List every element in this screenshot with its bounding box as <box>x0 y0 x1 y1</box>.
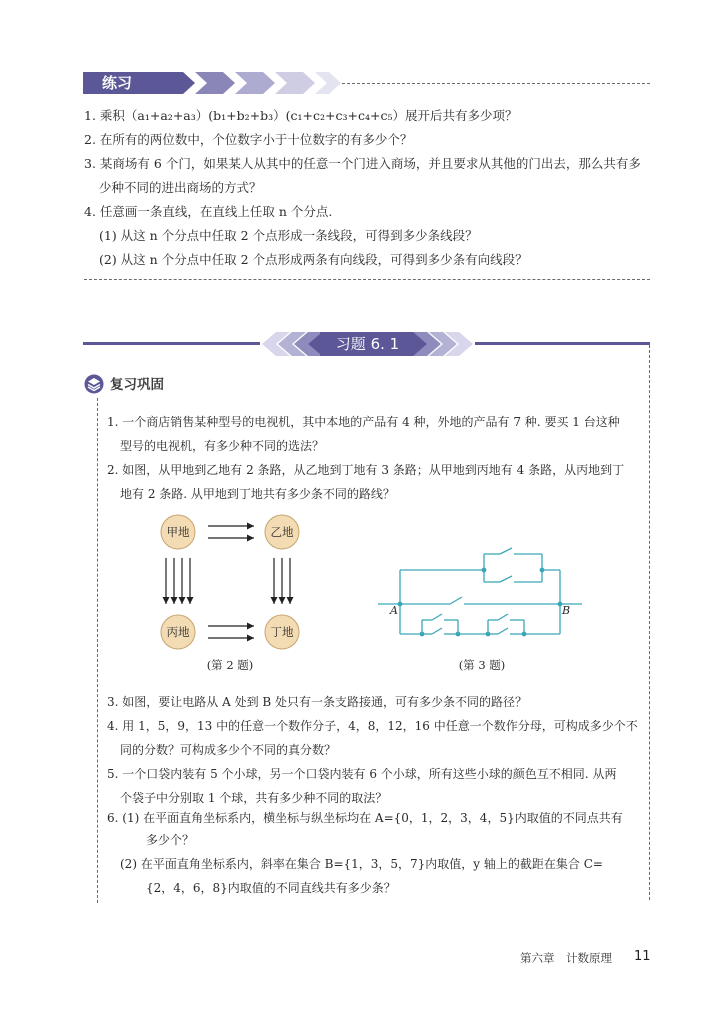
exercise-title: 习题 6. 1 <box>335 335 400 353</box>
exercise-item-6-2-cont: {2，4，6，8}内取值的不同直线共有多少条？ <box>146 881 396 895</box>
practice-item-3: 3. 某商场有 6 个门，如果某人从其中的任意一个门进入商场，并且要求从其他的门出去，那么共有多 <box>84 156 641 171</box>
exercise-item-5-cont: 个袋子中分别取 1 个球，共有多少种不同的取法？ <box>120 791 388 805</box>
exercise-item-4: 4. 用 1，5，9，13 中的任意一个数作分子，4，8，12，16 中任意一个数作分母，可构成多少个不 <box>107 719 638 733</box>
exercise-right-border <box>649 345 650 900</box>
practice-item-4-1: (1) 从这 n 个分点中任取 2 个点形成一条线段，可得到多少条线段？ <box>99 228 478 243</box>
figure-2-caption: (第 2 题) <box>206 658 254 672</box>
exercise-item-3: 3. 如图，要让电路从 A 处到 B 处只有一条支路接通，可有多少条不同的路径？ <box>107 695 528 709</box>
exercise-item-1-cont: 型号的电视机，有多少种不同的选法？ <box>120 439 325 453</box>
exercise-item-5: 5. 一个口袋内装有 5 个小球，另一个口袋内装有 6 个小球，所有这些小球的颜色互不相同. 从两 <box>107 767 617 781</box>
exercise-left-border <box>97 398 98 903</box>
exercise-item-4-cont: 同的分数？可构成多少个不同的真分数？ <box>120 743 337 757</box>
practice-title: 练习 <box>102 74 133 92</box>
practice-header-dashes <box>342 83 650 84</box>
place-bing-label: 丙地 <box>166 625 190 639</box>
figure-3-circuit <box>378 540 584 646</box>
circuit-label-a: A <box>390 604 398 617</box>
practice-item-2: 2. 在所有的两位数中，个位数字小于十位数字的有多少个？ <box>84 132 413 147</box>
practice-item-4-2: (2) 从这 n 个分点中任取 2 个点形成两条有向线段，可得到多少条有向线段？ <box>99 252 528 267</box>
exercise-item-6-1-cont: 多少个？ <box>146 833 195 847</box>
place-yi-label: 乙地 <box>270 525 294 539</box>
exercise-item-6-1: 6. (1) 在平面直角坐标系内，横坐标与纵坐标均在 A={0，1，2，3，4，5}内取值的不同点共有 <box>107 811 623 825</box>
exercise-item-2: 2. 如图，从甲地到乙地有 2 条路，从乙地到丁地有 3 条路；从甲地到丙地有 4 条路，从丙地到丁 <box>107 463 625 477</box>
exercise-item-6-2: (2) 在平面直角坐标系内，斜率在集合 B={1，3，5，7}内取值，y 轴上的截距在集合 C= <box>120 857 603 871</box>
practice-item-4: 4. 任意画一条直线，在直线上任取 n 个分点. <box>84 204 333 219</box>
circuit-label-b: B <box>562 604 571 617</box>
footer-chapter: 第六章 计数原理 <box>520 951 612 965</box>
exercise-item-2-cont: 地有 2 条路. 从甲地到丁地共有多少条不同的路线？ <box>120 487 395 501</box>
page-number: 11 <box>634 949 651 964</box>
exercise-item-1: 1. 一个商店销售某种型号的电视机，其中本地的产品有 4 种，外地的产品有 7 种. 要买 1 台这种 <box>107 415 620 429</box>
practice-item-3-cont: 少种不同的进出商场的方式？ <box>99 180 262 195</box>
practice-bottom-dashes <box>84 279 650 280</box>
practice-item-1: 1. 乘积（a₁+a₂+a₃）(b₁+b₂+b₃）(c₁+c₂+c₃+c₄+c₅）展开后共有多少项？ <box>84 108 518 123</box>
figure-3-caption: (第 3 题) <box>458 658 506 672</box>
place-ding-label: 丁地 <box>270 625 294 639</box>
section-title: 复习巩固 <box>110 377 164 393</box>
place-jia-label: 甲地 <box>166 525 190 539</box>
layers-icon <box>84 374 104 394</box>
